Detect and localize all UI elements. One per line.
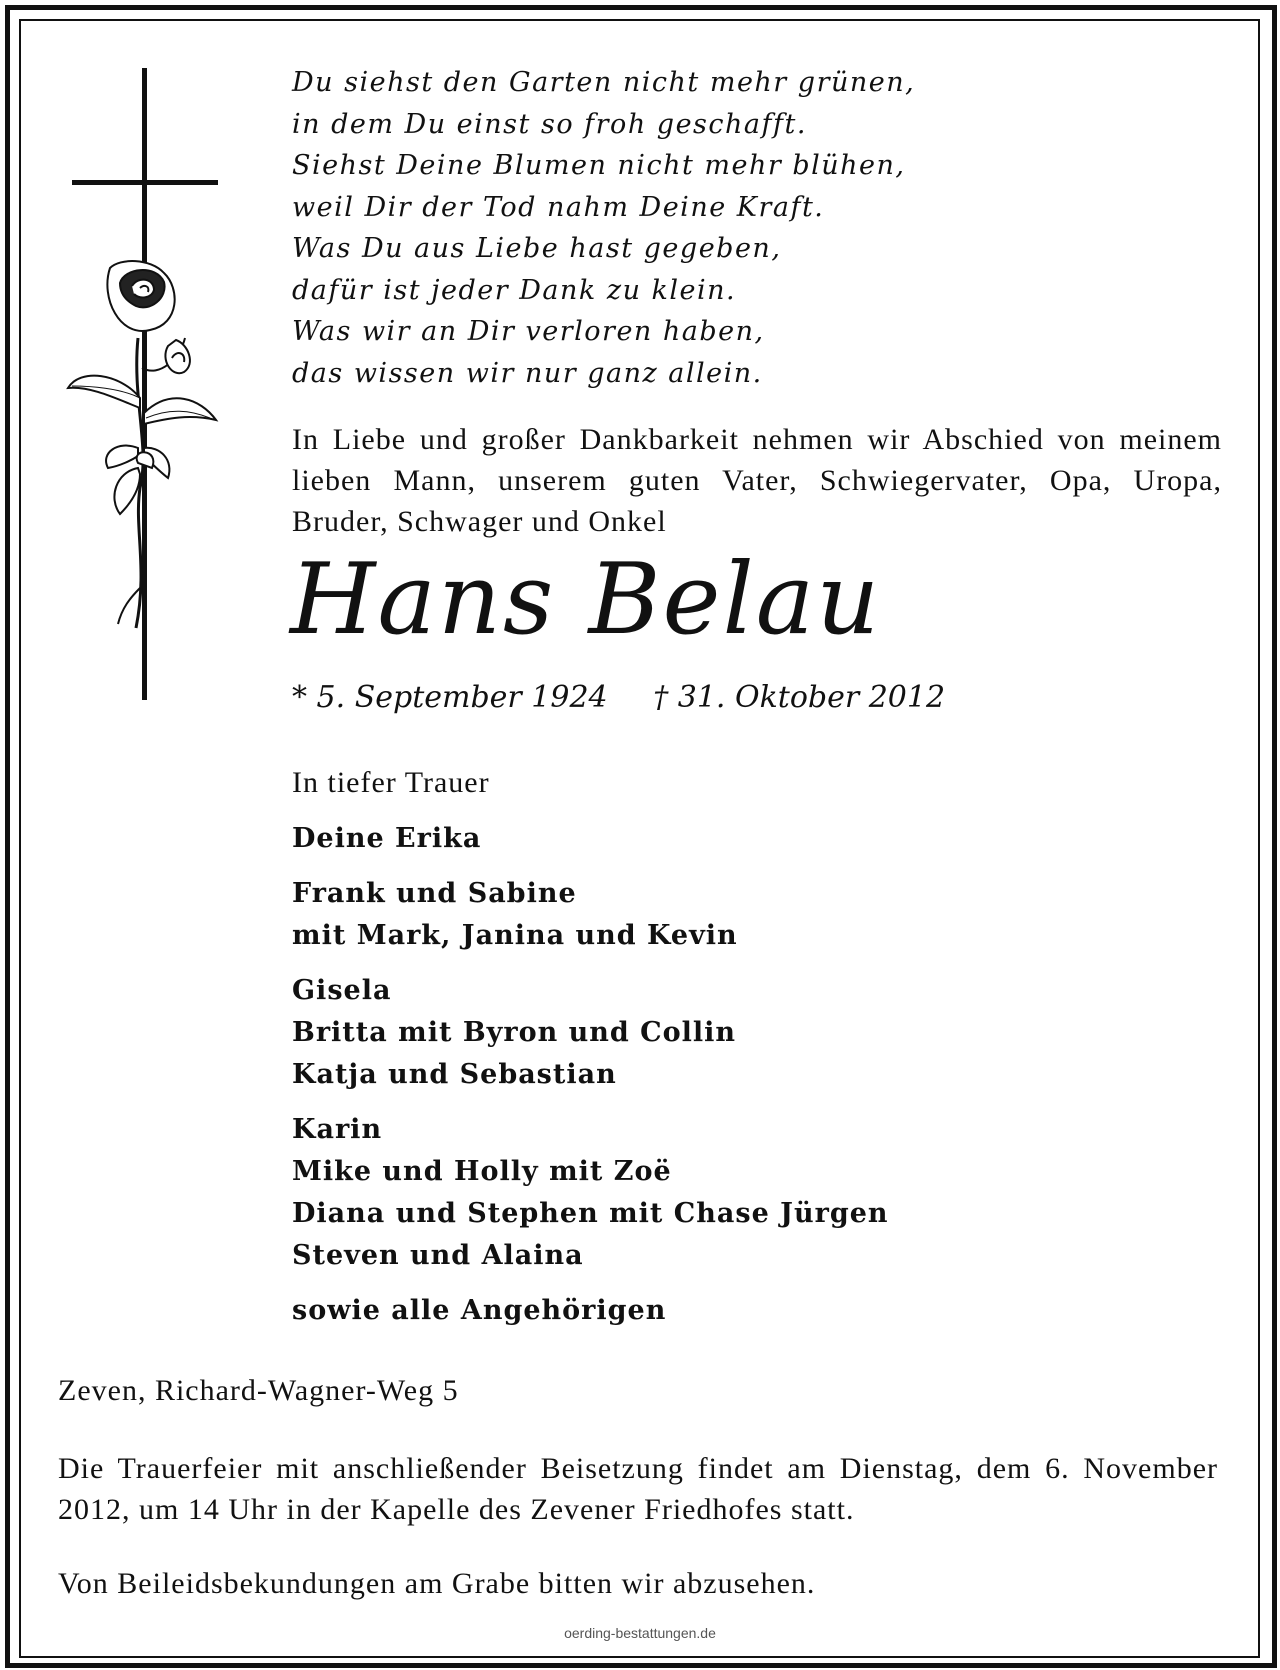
deceased-name: Hans Belau (290, 543, 882, 657)
family-group (292, 1290, 889, 1332)
family-group (292, 1109, 889, 1277)
family-line: Britta mit Byron und Collin (292, 1017, 737, 1048)
family-line: Mike und Holly mit Zoë (292, 1156, 672, 1187)
poem-line: Was Du aus Liebe hast gegeben, (292, 233, 782, 264)
family-line: sowie alle Angehörigen (292, 1295, 667, 1326)
family-line: Gisela (292, 975, 392, 1006)
family-group (292, 970, 889, 1096)
poem-line: Siehst Deine Blumen nicht mehr blühen, (292, 150, 906, 181)
family-line: mit Mark, Janina und Kevin (292, 920, 738, 951)
credit-link[interactable]: oerding-bestattungen.de (564, 1625, 716, 1641)
family-line: Frank und Sabine (292, 878, 577, 909)
poem-line: dafür ist jeder Dank zu klein. (292, 274, 737, 306)
poem-line: in dem Du einst so froh geschafft. (292, 108, 807, 140)
death-date: † 31. Oktober 2012 (653, 680, 946, 715)
mourning-line: In tiefer Trauer (292, 766, 490, 799)
funeral-notice: Die Trauerfeier mit anschließender Beisetzung findet am Dienstag, dem 6. November 2012, um 14 Uhr in der Kapelle des Zevener Friedhofes statt. (58, 1452, 1218, 1526)
family-line: Deine Erika (292, 823, 482, 854)
intro-paragraph: In Liebe und großer Dankbarkeit nehmen wir Abschied von meinem lieben Mann, unserem guten Vater, Schwiegervater, Opa, Uropa, Bruder, Schwager und Onkel (292, 423, 1222, 538)
family-line: Karin (292, 1114, 383, 1145)
family-line: Steven und Alaina (292, 1240, 584, 1271)
poem-line: weil Dir der Tod nahm Deine Kraft. (292, 191, 825, 223)
poem-line: das wissen wir nur ganz allein. (292, 357, 763, 389)
family-group (292, 873, 889, 957)
birth-date: * 5. September 1924 (292, 680, 608, 715)
closing-note: Von Beileidsbekundungen am Grabe bitten wir abzusehen. (58, 1567, 816, 1600)
life-dates (292, 680, 981, 715)
poem-line: Was wir an Dir verloren haben, (292, 316, 765, 347)
family-line: Katja und Sebastian (292, 1059, 617, 1090)
poem (292, 62, 915, 394)
rose-icon (68, 261, 216, 628)
family-group (292, 818, 889, 860)
family-list (292, 818, 889, 1345)
address: Zeven, Richard-Wagner-Weg 5 (58, 1374, 459, 1407)
poem-line: Du siehst den Garten nicht mehr grünen, (292, 67, 916, 98)
cross-with-rose-emblem (60, 68, 240, 708)
family-line: Diana und Stephen mit Chase Jürgen (292, 1198, 889, 1229)
